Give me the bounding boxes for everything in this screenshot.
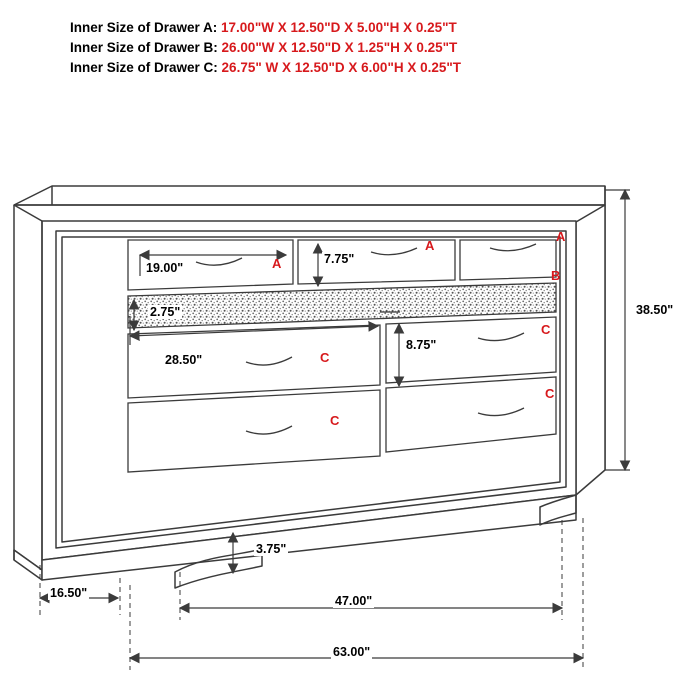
spec-c-prefix: Inner Size of Drawer C: bbox=[70, 60, 222, 75]
drawer-tag-c1: C bbox=[541, 322, 551, 337]
dim-cabinet-height: 38.50" bbox=[636, 303, 674, 317]
dim-inner-width: 47.00" bbox=[335, 594, 373, 608]
drawer-tag-c3: C bbox=[545, 386, 555, 401]
dim-total-width: 63.00" bbox=[333, 645, 371, 659]
drawer-tag-a3: A bbox=[556, 229, 566, 244]
spec-b-prefix: Inner Size of Drawer B: bbox=[70, 40, 222, 55]
dim-drawer-b-height: 2.75" bbox=[150, 305, 181, 319]
dim-drawer-c-width: 28.50" bbox=[165, 353, 203, 367]
dim-drawer-c-height: 8.75" bbox=[406, 338, 437, 352]
drawer-a-right bbox=[460, 240, 556, 280]
spec-a-value: 17.00"W X 12.50"D X 5.00"H X 0.25"T bbox=[221, 20, 457, 35]
dim-base-clearance: 3.75" bbox=[256, 542, 287, 556]
spec-c-value: 26.75" W X 12.50"D X 6.00"H X 0.25"T bbox=[221, 60, 462, 75]
drawer-tag-a2: A bbox=[425, 238, 435, 253]
dim-drawer-a-width: 19.00" bbox=[146, 261, 184, 275]
spec-b-value: 26.00"W X 12.50"D X 1.25"H X 0.25"T bbox=[221, 40, 458, 55]
drawer-tag-b1: B bbox=[551, 268, 561, 283]
drawer-tag-c2: C bbox=[320, 350, 330, 365]
dim-depth: 16.50" bbox=[50, 586, 88, 600]
spec-a-prefix: Inner Size of Drawer A: bbox=[70, 20, 222, 35]
dim-drawer-a-height: 7.75" bbox=[324, 252, 355, 266]
drawer-tag-a1: A bbox=[272, 256, 282, 271]
drawer-tag-c4: C bbox=[330, 413, 340, 428]
